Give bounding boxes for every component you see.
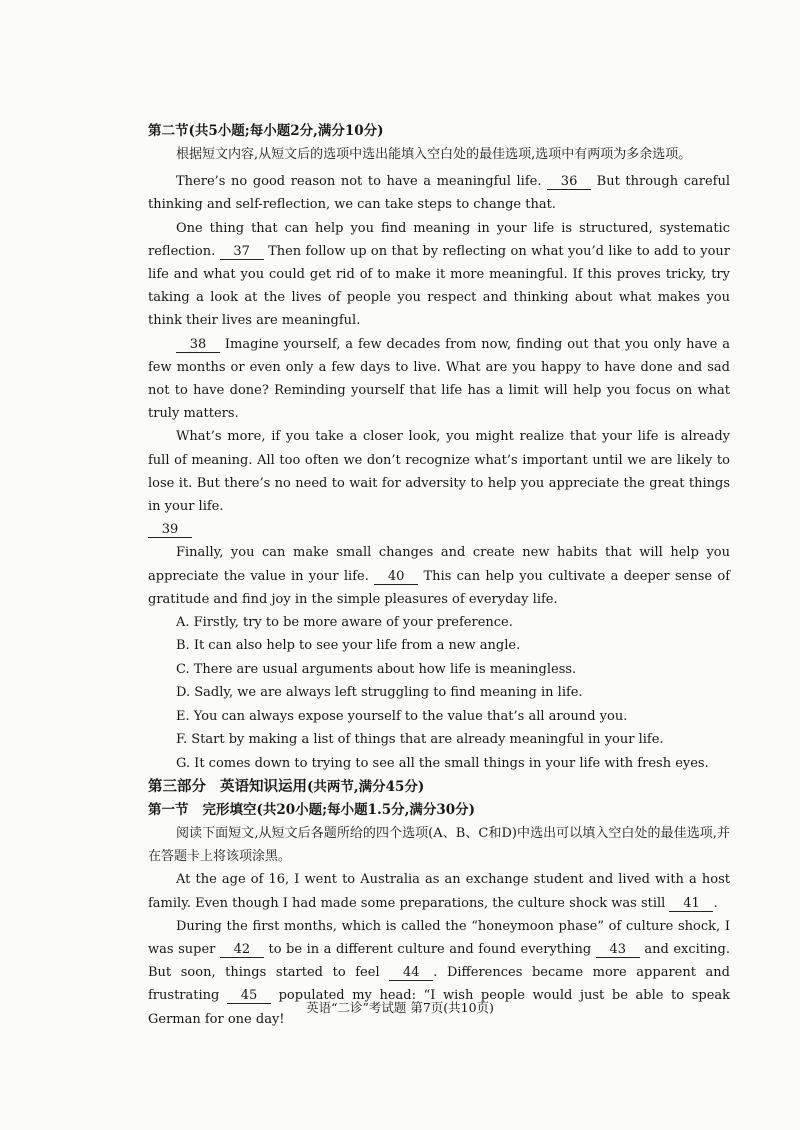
cloze-paragraph-1: At the age of 16, I went to Australia as an exchange student and lived with a host family. Even though I had made some preparations, the culture shock was still 41 . bbox=[148, 872, 730, 911]
part3-title: 英语知识运用 bbox=[220, 777, 307, 795]
section1-heading bbox=[148, 799, 730, 822]
option-c: C. There are usual arguments about how life is meaningless. bbox=[176, 661, 577, 677]
option-b: B. It can also help to see your life from a new angle. bbox=[176, 638, 521, 654]
section1-instruction: 阅读下面短文,从短文后各题所给的四个选项(A、B、C和D)中选出可以填入空白处的最佳选项,并在答题卡上将该项涂黑。 bbox=[148, 825, 730, 865]
passage-paragraph-4-blank bbox=[148, 518, 730, 541]
section2-instruction: 根据短文内容,从短文后的选项中选出能填入空白处的最佳选项,选项中有两项为多余选项。 bbox=[176, 147, 692, 162]
cloze-paragraph-2: During the first months, which is called the “honeymoon phase” of culture shock, I was super 42 to be in a different culture and found everything 43 and exciting. But soon, things started to feel 44 . Differences became more apparent and frustrating 45 populated my head: “I wish people would just be able to speak German for one day! bbox=[148, 918, 731, 1027]
option-e: E. You can always expose yourself to the value that’s all around you. bbox=[176, 708, 628, 724]
passage-paragraph-2: One thing that can help you find meaning in your life is structured, systematic reflection. 37 Then follow up on that by reflecting on what you’d like to add to your life and what you could get rid of to make it more meaningful. If this proves tricky, try taking a look at the lives of people you respect and thinking about what makes you think their lives are meaningful. bbox=[148, 220, 730, 329]
section2-title: 第二节(共5小题;每小题2分,满分10分) bbox=[148, 123, 384, 139]
section1-title: 完形填空 bbox=[202, 801, 257, 818]
page-footer: 英语“二诊”考试题 第7页(共10页) bbox=[306, 1000, 494, 1015]
option-a: A. Firstly, try to be more aware of your preference. bbox=[176, 615, 513, 631]
option-f: F. Start by making a list of things that are already meaningful in your life. bbox=[176, 732, 664, 748]
blank-39: 39 bbox=[148, 523, 192, 538]
passage-paragraph-4: What’s more, if you take a closer look, you might realize that your life is already full of meaning. All too often we don’t recognize what’s important until we are likely to lose it. But there’s no need to wait for adversity to help you appreciate the great things in your life. bbox=[148, 429, 730, 515]
blank-43: 43 bbox=[596, 943, 640, 958]
part3-heading bbox=[148, 775, 730, 799]
blank-37: 37 bbox=[220, 245, 264, 260]
blank-42: 42 bbox=[220, 943, 264, 958]
blank-44: 44 bbox=[389, 966, 433, 981]
passage-paragraph-3: 38 Imagine yourself, a few decades from now, finding out that you only have a few months or even only a few days to live. What are you happy to have done and sad not to have done? Reminding yourself that life has a limit will help you focus on what truly matters. bbox=[148, 336, 730, 422]
blank-38: 38 bbox=[176, 338, 220, 353]
blank-41: 41 bbox=[669, 897, 713, 912]
passage-paragraph-1: There’s no good reason not to have a meaningful life. 36 But through careful thinking and self-reflection, we can take steps to change that. bbox=[148, 174, 730, 213]
part3-label: 第三部分 bbox=[148, 777, 206, 795]
option-g: G. It comes down to trying to see all the small things in your life with fresh eyes. bbox=[176, 755, 709, 771]
part3-note: (共两节,满分45分) bbox=[307, 778, 425, 795]
section1-note: (共20小题;每小题1.5分,满分30分) bbox=[256, 801, 476, 818]
passage-paragraph-5: Finally, you can make small changes and create new habits that will help you appreciate the value in your life. 40 This can help you cultivate a deeper sense of gratitude and find joy in the simple pleasures of everyday life. bbox=[148, 545, 731, 607]
blank-36: 36 bbox=[547, 175, 591, 190]
exam-page bbox=[148, 112, 730, 1031]
option-d: D. Sadly, we are always left struggling to find meaning in life. bbox=[176, 685, 583, 701]
options-list bbox=[148, 611, 730, 775]
blank-40: 40 bbox=[374, 570, 418, 585]
blank-45: 45 bbox=[227, 989, 271, 1004]
section1-label: 第一节 bbox=[148, 801, 189, 818]
